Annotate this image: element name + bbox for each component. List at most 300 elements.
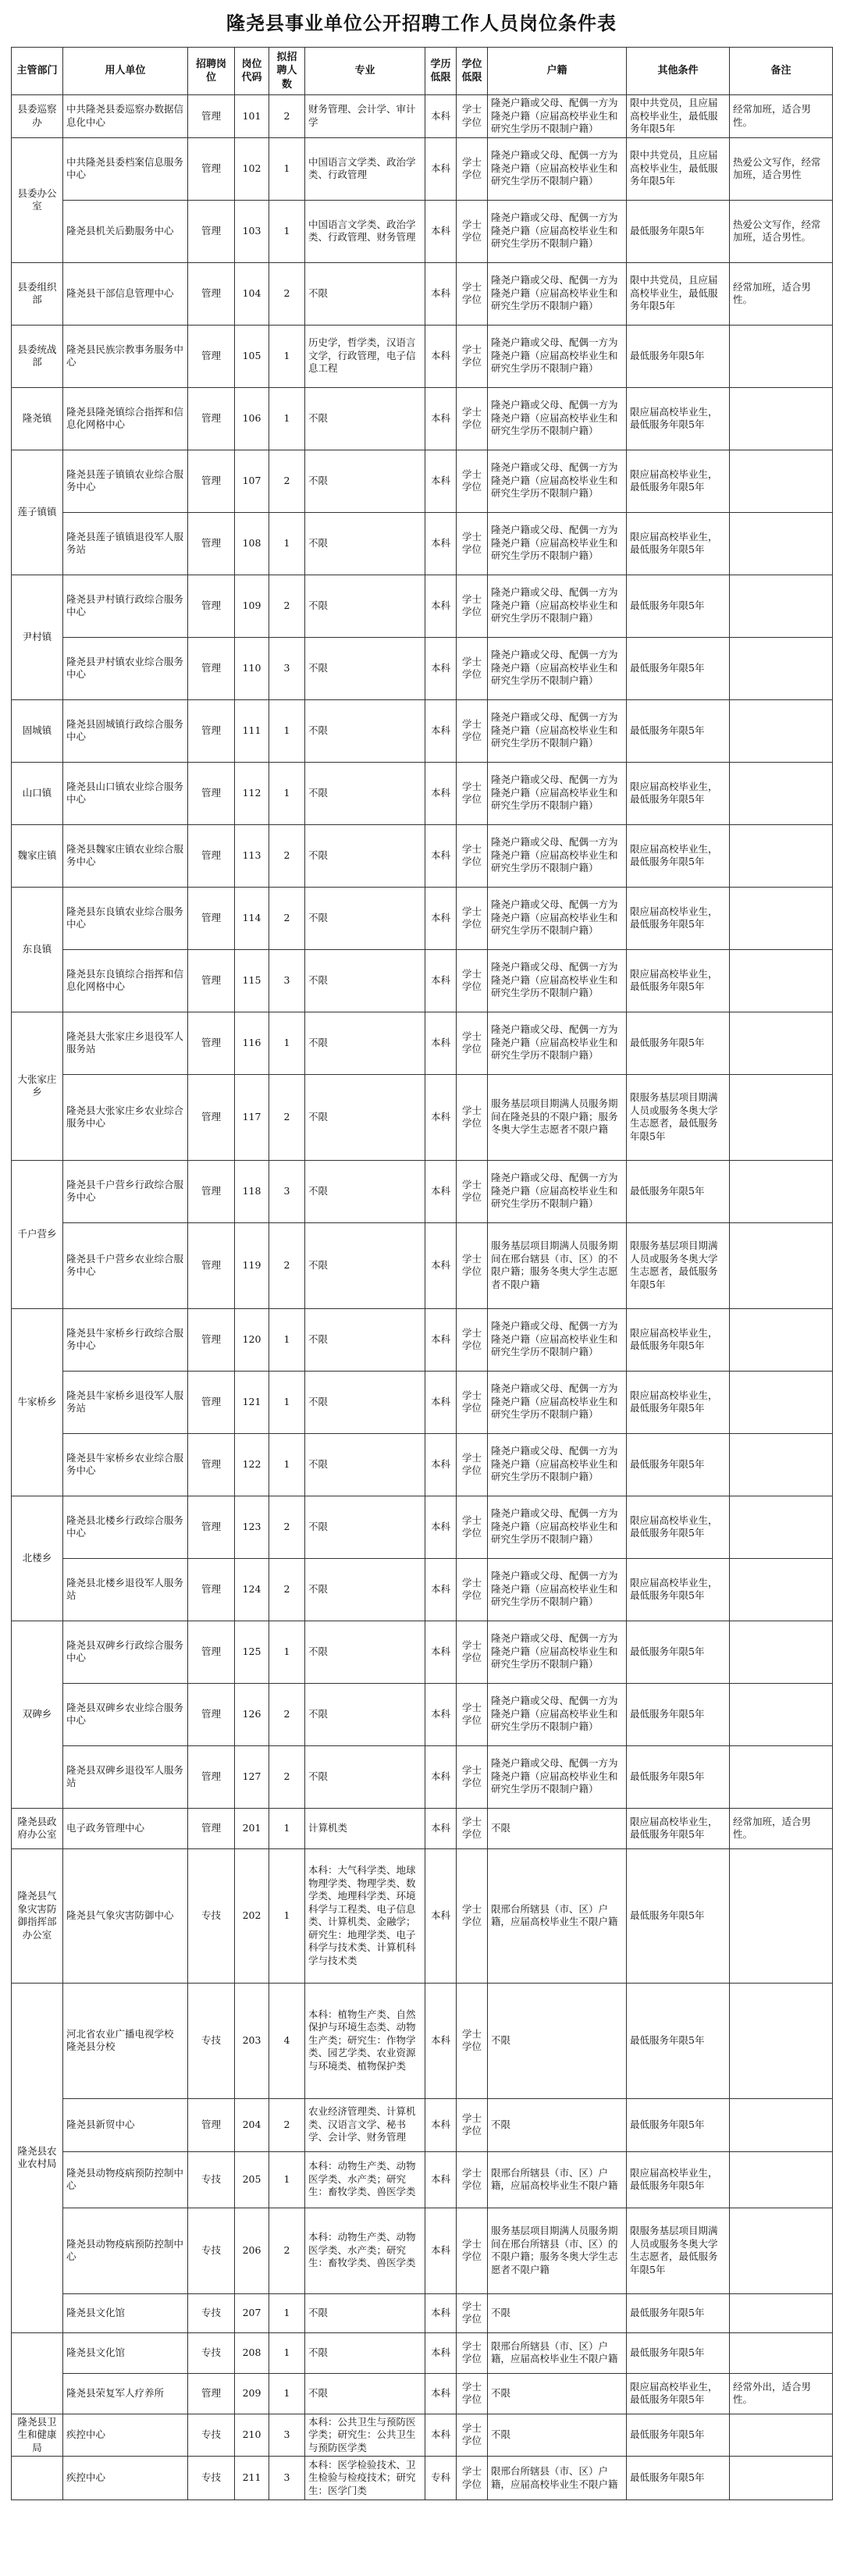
degree-cell: 学士学位 — [457, 2373, 488, 2414]
unit-cell: 隆尧县莲子镇镇农业综合服务中心 — [63, 450, 188, 512]
education-cell: 本科 — [425, 1222, 457, 1308]
code-cell: 201 — [235, 1808, 269, 1848]
code-cell: 203 — [235, 1983, 269, 2098]
department-cell: 县委办公室 — [12, 137, 63, 262]
department-cell: 大张家庄乡 — [12, 1012, 63, 1160]
residence-cell: 隆尧户籍或父母、配偶一方为隆尧户籍（应届高校毕业生和研究生学历不限制户籍） — [488, 1308, 627, 1371]
education-cell: 本科 — [425, 1848, 457, 1983]
unit-cell: 隆尧县牛家桥乡农业综合服务中心 — [63, 1433, 188, 1496]
code-cell: 125 — [235, 1621, 269, 1683]
requirements-cell: 限应届高校毕业生，最低服务年限5年 — [627, 2151, 730, 2208]
post-cell: 管理 — [188, 575, 235, 637]
headcount-cell: 1 — [269, 762, 305, 824]
residence-cell: 隆尧户籍或父母、配偶一方为隆尧户籍（应届高校毕业生和研究生学历不限制户籍） — [488, 1745, 627, 1808]
table-row — [12, 2332, 833, 2373]
post-cell: 管理 — [188, 637, 235, 699]
table-row — [12, 1012, 833, 1074]
post-cell: 管理 — [188, 512, 235, 575]
note-cell — [730, 824, 833, 887]
residence-cell: 隆尧户籍或父母、配偶一方为隆尧户籍（应届高校毕业生和研究生学历不限制户籍） — [488, 699, 627, 762]
header-cell: 拟招聘人数 — [269, 48, 305, 95]
header-cell: 招聘岗位 — [188, 48, 235, 95]
table-row — [12, 2293, 833, 2332]
post-cell: 管理 — [188, 1433, 235, 1496]
unit-cell: 隆尧县文化馆 — [63, 2332, 188, 2373]
post-cell: 管理 — [188, 450, 235, 512]
education-cell: 本科 — [425, 325, 457, 387]
table-row — [12, 2414, 833, 2457]
requirements-cell: 最低服务年限5年 — [627, 575, 730, 637]
requirements-cell: 最低服务年限5年 — [627, 1983, 730, 2098]
department-cell: 隆尧县卫生和健康局 — [12, 2414, 63, 2457]
headcount-cell: 3 — [269, 949, 305, 1012]
major-cell: 不限 — [305, 2293, 425, 2332]
post-cell: 专技 — [188, 2208, 235, 2293]
residence-cell: 隆尧户籍或父母、配偶一方为隆尧户籍（应届高校毕业生和研究生学历不限制户籍） — [488, 1496, 627, 1558]
headcount-cell: 1 — [269, 1012, 305, 1074]
code-cell: 206 — [235, 2208, 269, 2293]
education-cell: 本科 — [425, 1808, 457, 1848]
education-cell: 本科 — [425, 1621, 457, 1683]
degree-cell: 学士学位 — [457, 325, 488, 387]
table-row — [12, 1621, 833, 1683]
unit-cell: 隆尧县北楼乡行政综合服务中心 — [63, 1496, 188, 1558]
code-cell: 120 — [235, 1308, 269, 1371]
table-row — [12, 1433, 833, 1496]
education-cell: 本科 — [425, 575, 457, 637]
major-cell: 财务管理、会计学、审计学 — [305, 95, 425, 138]
education-cell: 本科 — [425, 1012, 457, 1074]
headcount-cell: 2 — [269, 1558, 305, 1621]
note-cell — [730, 2151, 833, 2208]
table-row — [12, 1983, 833, 2098]
residence-cell: 不限 — [488, 2293, 627, 2332]
note-cell — [730, 450, 833, 512]
requirements-cell: 最低服务年限5年 — [627, 1683, 730, 1745]
note-cell — [730, 1074, 833, 1160]
unit-cell: 隆尧县尹村镇农业综合服务中心 — [63, 637, 188, 699]
unit-cell: 中共隆尧县委巡察办数据信息化中心 — [63, 95, 188, 138]
code-cell: 107 — [235, 450, 269, 512]
header-cell: 户籍 — [488, 48, 627, 95]
degree-cell: 学士学位 — [457, 95, 488, 138]
note-cell: 经常加班，适合男性。 — [730, 95, 833, 138]
header-cell: 学历低限 — [425, 48, 457, 95]
degree-cell: 学士学位 — [457, 2414, 488, 2457]
major-cell: 不限 — [305, 262, 425, 325]
code-cell: 124 — [235, 1558, 269, 1621]
residence-cell: 隆尧户籍或父母、配偶一方为隆尧户籍（应届高校毕业生和研究生学历不限制户籍） — [488, 200, 627, 262]
education-cell: 本科 — [425, 1074, 457, 1160]
unit-cell: 隆尧县莲子镇镇退役军人服务站 — [63, 512, 188, 575]
code-cell: 106 — [235, 387, 269, 450]
major-cell: 不限 — [305, 699, 425, 762]
table-row — [12, 887, 833, 949]
residence-cell: 隆尧户籍或父母、配偶一方为隆尧户籍（应届高校毕业生和研究生学历不限制户籍） — [488, 949, 627, 1012]
code-cell: 117 — [235, 1074, 269, 1160]
post-cell: 专技 — [188, 2151, 235, 2208]
major-cell: 中国语言文学类、政治学类、行政管理 — [305, 137, 425, 200]
department-cell: 县委组织部 — [12, 262, 63, 325]
residence-cell: 隆尧户籍或父母、配偶一方为隆尧户籍（应届高校毕业生和研究生学历不限制户籍） — [488, 512, 627, 575]
headcount-cell: 1 — [269, 200, 305, 262]
requirements-cell: 限中共党员，且应届高校毕业生，最低服务年限5年 — [627, 95, 730, 138]
degree-cell: 学士学位 — [457, 1074, 488, 1160]
major-cell: 不限 — [305, 1621, 425, 1683]
degree-cell: 学士学位 — [457, 699, 488, 762]
code-cell: 108 — [235, 512, 269, 575]
major-cell: 不限 — [305, 1496, 425, 1558]
major-cell: 本科：动物生产类、动物医学类、水产类；研究生：畜牧学类、兽医学类 — [305, 2151, 425, 2208]
post-cell: 专技 — [188, 2293, 235, 2332]
headcount-cell: 1 — [269, 2332, 305, 2373]
code-cell: 126 — [235, 1683, 269, 1745]
post-cell: 管理 — [188, 262, 235, 325]
table-row — [12, 1683, 833, 1745]
degree-cell: 学士学位 — [457, 1848, 488, 1983]
department-cell: 双碑乡 — [12, 1621, 63, 1808]
unit-cell: 隆尧县牛家桥乡退役军人服务站 — [63, 1371, 188, 1433]
note-cell — [730, 1621, 833, 1683]
headcount-cell: 4 — [269, 1983, 305, 2098]
requirements-cell: 最低服务年限5年 — [627, 1848, 730, 1983]
post-cell: 专技 — [188, 2332, 235, 2373]
education-cell: 本科 — [425, 1308, 457, 1371]
table-row — [12, 1848, 833, 1983]
note-cell — [730, 325, 833, 387]
note-cell — [730, 1371, 833, 1433]
unit-cell: 隆尧县东良镇农业综合服务中心 — [63, 887, 188, 949]
table-header-row — [12, 48, 833, 95]
major-cell: 不限 — [305, 2332, 425, 2373]
code-cell: 207 — [235, 2293, 269, 2332]
residence-cell: 限邢台所辖县（市、区）户籍，应届高校毕业生不限户籍 — [488, 2151, 627, 2208]
note-cell — [730, 699, 833, 762]
department-cell: 隆尧镇 — [12, 387, 63, 450]
degree-cell: 学士学位 — [457, 387, 488, 450]
degree-cell: 学士学位 — [457, 1558, 488, 1621]
residence-cell: 隆尧户籍或父母、配偶一方为隆尧户籍（应届高校毕业生和研究生学历不限制户籍） — [488, 450, 627, 512]
residence-cell: 隆尧户籍或父母、配偶一方为隆尧户籍（应届高校毕业生和研究生学历不限制户籍） — [488, 95, 627, 138]
residence-cell: 隆尧户籍或父母、配偶一方为隆尧户籍（应届高校毕业生和研究生学历不限制户籍） — [488, 1621, 627, 1683]
code-cell: 104 — [235, 262, 269, 325]
department-cell: 县委统战部 — [12, 325, 63, 387]
code-cell: 118 — [235, 1160, 269, 1222]
code-cell: 116 — [235, 1012, 269, 1074]
post-cell: 专技 — [188, 1848, 235, 1983]
department-cell — [12, 2332, 63, 2414]
requirements-cell: 限应届高校毕业生，最低服务年限5年 — [627, 387, 730, 450]
degree-cell: 学士学位 — [457, 2151, 488, 2208]
residence-cell: 不限 — [488, 1808, 627, 1848]
code-cell: 114 — [235, 887, 269, 949]
unit-cell: 隆尧县文化馆 — [63, 2293, 188, 2332]
table-row — [12, 450, 833, 512]
headcount-cell: 1 — [269, 1308, 305, 1371]
header-cell: 备注 — [730, 48, 833, 95]
table-row — [12, 262, 833, 325]
education-cell: 本科 — [425, 200, 457, 262]
degree-cell: 学士学位 — [457, 1745, 488, 1808]
table-row — [12, 137, 833, 200]
requirements-cell: 限中共党员，且应届高校毕业生，最低服务年限5年 — [627, 137, 730, 200]
requirements-cell: 最低服务年限5年 — [627, 2098, 730, 2151]
department-cell — [12, 2457, 63, 2500]
major-cell: 不限 — [305, 450, 425, 512]
post-cell: 管理 — [188, 1558, 235, 1621]
requirements-cell: 最低服务年限5年 — [627, 1012, 730, 1074]
department-cell: 牛家桥乡 — [12, 1308, 63, 1496]
degree-cell: 学士学位 — [457, 575, 488, 637]
residence-cell: 限邢台所辖县（市、区）户籍，应届高校毕业生不限户籍 — [488, 1848, 627, 1983]
department-cell: 魏家庄镇 — [12, 824, 63, 887]
code-cell: 122 — [235, 1433, 269, 1496]
code-cell: 127 — [235, 1745, 269, 1808]
residence-cell: 隆尧户籍或父母、配偶一方为隆尧户籍（应届高校毕业生和研究生学历不限制户籍） — [488, 637, 627, 699]
residence-cell: 不限 — [488, 2414, 627, 2457]
table-row — [12, 325, 833, 387]
unit-cell: 隆尧县气象灾害防御中心 — [63, 1848, 188, 1983]
major-cell: 农业经济管理类、计算机类、汉语言文学、秘书学、会计学、财务管理 — [305, 2098, 425, 2151]
requirements-cell: 限应届高校毕业生，最低服务年限5年 — [627, 949, 730, 1012]
table-row — [12, 762, 833, 824]
note-cell — [730, 762, 833, 824]
major-cell: 不限 — [305, 1433, 425, 1496]
major-cell: 计算机类 — [305, 1808, 425, 1848]
education-cell: 本科 — [425, 2373, 457, 2414]
note-cell — [730, 1558, 833, 1621]
education-cell: 本科 — [425, 762, 457, 824]
table-row — [12, 2098, 833, 2151]
post-cell: 管理 — [188, 137, 235, 200]
headcount-cell: 1 — [269, 325, 305, 387]
note-cell: 热爱公文写作，经常加班，适合男性 — [730, 137, 833, 200]
headcount-cell: 2 — [269, 2208, 305, 2293]
degree-cell: 学士学位 — [457, 262, 488, 325]
education-cell: 本科 — [425, 2293, 457, 2332]
major-cell: 不限 — [305, 1012, 425, 1074]
note-cell — [730, 2098, 833, 2151]
note-cell — [730, 1848, 833, 1983]
requirements-cell: 最低服务年限5年 — [627, 2457, 730, 2500]
department-cell: 东良镇 — [12, 887, 63, 1012]
table-row — [12, 1558, 833, 1621]
education-cell: 本科 — [425, 637, 457, 699]
header-cell: 专业 — [305, 48, 425, 95]
headcount-cell: 2 — [269, 1222, 305, 1308]
residence-cell: 服务基层项目期满人员服务期间在邢台所辖县（市、区）的不限户籍；服务冬奥大学生志愿者不限户籍 — [488, 2208, 627, 2293]
education-cell: 本科 — [425, 2098, 457, 2151]
major-cell: 不限 — [305, 949, 425, 1012]
unit-cell: 隆尧县民族宗教事务服务中心 — [63, 325, 188, 387]
note-cell — [730, 1983, 833, 2098]
headcount-cell: 1 — [269, 137, 305, 200]
education-cell: 本科 — [425, 949, 457, 1012]
code-cell: 101 — [235, 95, 269, 138]
residence-cell: 隆尧户籍或父母、配偶一方为隆尧户籍（应届高校毕业生和研究生学历不限制户籍） — [488, 1371, 627, 1433]
unit-cell: 隆尧县荣复军人疗养所 — [63, 2373, 188, 2414]
unit-cell: 隆尧县干部信息管理中心 — [63, 262, 188, 325]
table-row — [12, 2208, 833, 2293]
major-cell: 不限 — [305, 1745, 425, 1808]
note-cell — [730, 1160, 833, 1222]
table-row — [12, 1745, 833, 1808]
requirements-cell: 最低服务年限5年 — [627, 325, 730, 387]
degree-cell: 学士学位 — [457, 1433, 488, 1496]
requirements-cell: 限应届高校毕业生，最低服务年限5年 — [627, 1308, 730, 1371]
note-cell — [730, 1308, 833, 1371]
requirements-cell: 限应届高校毕业生，最低服务年限5年 — [627, 762, 730, 824]
post-cell: 管理 — [188, 762, 235, 824]
headcount-cell: 1 — [269, 1621, 305, 1683]
table-row — [12, 1074, 833, 1160]
education-cell: 本科 — [425, 699, 457, 762]
degree-cell: 学士学位 — [457, 137, 488, 200]
unit-cell: 隆尧县双碑乡行政综合服务中心 — [63, 1621, 188, 1683]
requirements-cell: 限应届高校毕业生，最低服务年限5年 — [627, 824, 730, 887]
department-cell: 莲子镇镇 — [12, 450, 63, 575]
headcount-cell: 2 — [269, 1496, 305, 1558]
table-row — [12, 1308, 833, 1371]
code-cell: 205 — [235, 2151, 269, 2208]
post-cell: 管理 — [188, 949, 235, 1012]
code-cell: 111 — [235, 699, 269, 762]
major-cell: 不限 — [305, 512, 425, 575]
requirements-cell: 限应届高校毕业生，最低服务年限5年 — [627, 2373, 730, 2414]
requirements-cell: 最低服务年限5年 — [627, 2332, 730, 2373]
residence-cell: 隆尧户籍或父母、配偶一方为隆尧户籍（应届高校毕业生和研究生学历不限制户籍） — [488, 262, 627, 325]
degree-cell: 学士学位 — [457, 637, 488, 699]
degree-cell: 学士学位 — [457, 824, 488, 887]
degree-cell: 学士学位 — [457, 1222, 488, 1308]
department-cell: 隆尧县农业农村局 — [12, 1983, 63, 2332]
code-cell: 109 — [235, 575, 269, 637]
major-cell: 本科：医学检验技术、卫生检验与检疫技术；研究生：医学门类 — [305, 2457, 425, 2500]
degree-cell: 学士学位 — [457, 1808, 488, 1848]
major-cell: 本科：植物生产类、自然保护与环境生态类、动物生产类；研究生：作物学类、园艺学类、农业资源与环境类、植物保护类 — [305, 1983, 425, 2098]
post-cell: 管理 — [188, 824, 235, 887]
major-cell: 中国语言文学类、政治学类、行政管理、财务管理 — [305, 200, 425, 262]
header-cell: 岗位代码 — [235, 48, 269, 95]
headcount-cell: 2 — [269, 575, 305, 637]
department-cell: 北楼乡 — [12, 1496, 63, 1621]
post-cell: 管理 — [188, 887, 235, 949]
education-cell: 本科 — [425, 2414, 457, 2457]
degree-cell: 学士学位 — [457, 2208, 488, 2293]
requirements-cell: 限服务基层项目期满人员或服务冬奥大学生志愿者，最低服务年限5年 — [627, 2208, 730, 2293]
header-cell: 其他条件 — [627, 48, 730, 95]
table-row — [12, 1160, 833, 1222]
unit-cell: 疾控中心 — [63, 2414, 188, 2457]
header-cell: 学位低限 — [457, 48, 488, 95]
unit-cell: 隆尧县隆尧镇综合指挥和信息化网格中心 — [63, 387, 188, 450]
code-cell: 209 — [235, 2373, 269, 2414]
residence-cell: 不限 — [488, 2098, 627, 2151]
table-row — [12, 1496, 833, 1558]
major-cell: 不限 — [305, 1074, 425, 1160]
note-cell: 经常加班，适合男性。 — [730, 262, 833, 325]
residence-cell: 隆尧户籍或父母、配偶一方为隆尧户籍（应届高校毕业生和研究生学历不限制户籍） — [488, 1160, 627, 1222]
residence-cell: 隆尧户籍或父母、配偶一方为隆尧户籍（应届高校毕业生和研究生学历不限制户籍） — [488, 575, 627, 637]
major-cell: 不限 — [305, 1160, 425, 1222]
education-cell: 本科 — [425, 512, 457, 575]
post-cell: 管理 — [188, 200, 235, 262]
unit-cell: 隆尧县尹村镇行政综合服务中心 — [63, 575, 188, 637]
headcount-cell: 1 — [269, 1848, 305, 1983]
headcount-cell: 1 — [269, 2293, 305, 2332]
major-cell: 不限 — [305, 1308, 425, 1371]
table-row — [12, 575, 833, 637]
post-cell: 管理 — [188, 1222, 235, 1308]
post-cell: 管理 — [188, 1308, 235, 1371]
major-cell: 不限 — [305, 1683, 425, 1745]
degree-cell: 学士学位 — [457, 2457, 488, 2500]
table-row — [12, 1371, 833, 1433]
major-cell: 不限 — [305, 637, 425, 699]
headcount-cell: 3 — [269, 2457, 305, 2500]
note-cell — [730, 637, 833, 699]
code-cell: 211 — [235, 2457, 269, 2500]
residence-cell: 隆尧户籍或父母、配偶一方为隆尧户籍（应届高校毕业生和研究生学历不限制户籍） — [488, 1433, 627, 1496]
degree-cell: 学士学位 — [457, 1683, 488, 1745]
education-cell: 本科 — [425, 2332, 457, 2373]
department-cell: 县委巡察办 — [12, 95, 63, 138]
degree-cell: 学士学位 — [457, 1012, 488, 1074]
department-cell: 千户营乡 — [12, 1160, 63, 1308]
requirements-cell: 限应届高校毕业生，最低服务年限5年 — [627, 1558, 730, 1621]
note-cell — [730, 512, 833, 575]
department-cell: 固城镇 — [12, 699, 63, 762]
major-cell: 不限 — [305, 824, 425, 887]
department-cell: 尹村镇 — [12, 575, 63, 699]
table-row — [12, 1808, 833, 1848]
unit-cell: 隆尧县北楼乡退役军人服务站 — [63, 1558, 188, 1621]
unit-cell: 电子政务管理中心 — [63, 1808, 188, 1848]
unit-cell: 隆尧县双碑乡农业综合服务中心 — [63, 1683, 188, 1745]
requirements-cell: 限服务基层项目期满人员或服务冬奥大学生志愿者，最低服务年限5年 — [627, 1074, 730, 1160]
note-cell — [730, 1012, 833, 1074]
education-cell: 本科 — [425, 262, 457, 325]
residence-cell: 隆尧户籍或父母、配偶一方为隆尧户籍（应届高校毕业生和研究生学历不限制户籍） — [488, 1012, 627, 1074]
note-cell — [730, 1222, 833, 1308]
education-cell: 本科 — [425, 1371, 457, 1433]
department-cell: 隆尧县政府办公室 — [12, 1808, 63, 1848]
unit-cell: 隆尧县魏家庄镇农业综合服务中心 — [63, 824, 188, 887]
degree-cell: 学士学位 — [457, 949, 488, 1012]
degree-cell: 学士学位 — [457, 1371, 488, 1433]
table-row — [12, 637, 833, 699]
requirements-cell: 最低服务年限5年 — [627, 699, 730, 762]
post-cell: 管理 — [188, 1621, 235, 1683]
requirements-cell: 限服务基层项目期满人员或服务冬奥大学生志愿者，最低服务年限5年 — [627, 1222, 730, 1308]
unit-cell: 疾控中心 — [63, 2457, 188, 2500]
note-cell: 经常外出，适合男性。 — [730, 2373, 833, 2414]
degree-cell: 学士学位 — [457, 2332, 488, 2373]
education-cell: 本科 — [425, 95, 457, 138]
residence-cell: 限邢台所辖县（市、区）户籍，应届高校毕业生不限户籍 — [488, 2332, 627, 2373]
post-cell: 管理 — [188, 1160, 235, 1222]
major-cell: 不限 — [305, 2373, 425, 2414]
note-cell — [730, 1496, 833, 1558]
header-cell: 用人单位 — [63, 48, 188, 95]
requirements-cell: 限中共党员，且应届高校毕业生，最低服务年限5年 — [627, 262, 730, 325]
post-cell: 管理 — [188, 1371, 235, 1433]
major-cell: 不限 — [305, 887, 425, 949]
degree-cell: 学士学位 — [457, 512, 488, 575]
post-cell: 管理 — [188, 325, 235, 387]
post-cell: 管理 — [188, 2373, 235, 2414]
department-cell: 山口镇 — [12, 762, 63, 824]
